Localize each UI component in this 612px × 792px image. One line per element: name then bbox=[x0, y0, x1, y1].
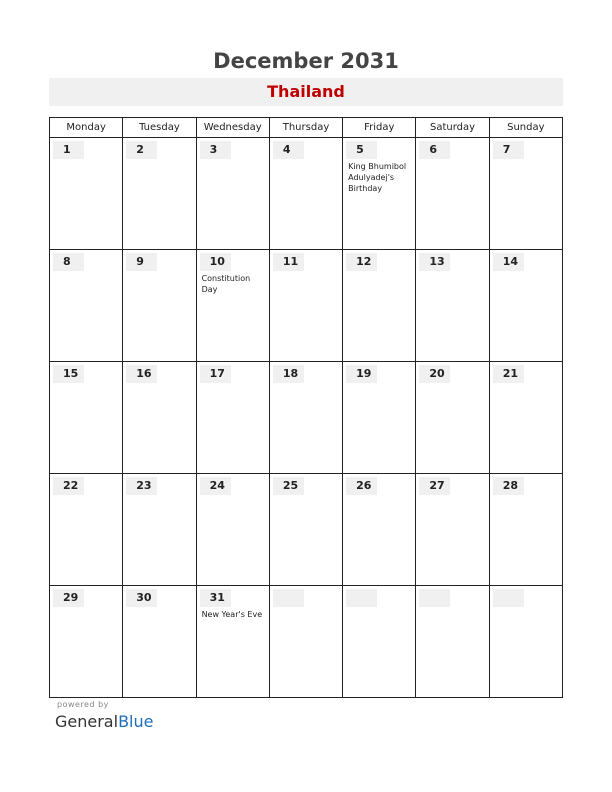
day-cell bbox=[416, 362, 489, 474]
day-cell bbox=[343, 250, 416, 362]
weekday-header: Friday bbox=[343, 118, 416, 138]
day-cell bbox=[416, 586, 489, 698]
week-row bbox=[50, 362, 563, 474]
weekday-header: Saturday bbox=[416, 118, 489, 138]
day-cell bbox=[416, 250, 489, 362]
day-number: 10 bbox=[200, 253, 231, 271]
day-number: 19 bbox=[346, 365, 377, 383]
day-number bbox=[419, 589, 450, 607]
day-number: 6 bbox=[419, 141, 450, 159]
day-cell bbox=[123, 586, 196, 698]
day-cell bbox=[489, 362, 562, 474]
day-cell bbox=[196, 250, 269, 362]
day-cell bbox=[196, 474, 269, 586]
day-number: 29 bbox=[53, 589, 84, 607]
day-number: 28 bbox=[493, 477, 524, 495]
day-cell bbox=[196, 586, 269, 698]
day-cell bbox=[343, 586, 416, 698]
week-row bbox=[50, 250, 563, 362]
day-number: 27 bbox=[419, 477, 450, 495]
day-number: 15 bbox=[53, 365, 84, 383]
day-cell bbox=[123, 138, 196, 250]
day-cell bbox=[269, 138, 342, 250]
generalblue-logo[interactable] bbox=[55, 711, 153, 733]
country-name: Thailand bbox=[267, 82, 345, 101]
day-cell bbox=[123, 250, 196, 362]
day-number: 8 bbox=[53, 253, 84, 271]
day-cell bbox=[416, 138, 489, 250]
day-cell bbox=[123, 474, 196, 586]
country-banner bbox=[49, 78, 563, 106]
weekday-header: Sunday bbox=[489, 118, 562, 138]
day-cell bbox=[196, 362, 269, 474]
calendar-grid bbox=[49, 117, 563, 698]
day-number: 22 bbox=[53, 477, 84, 495]
calendar-title: December 2031 bbox=[213, 49, 399, 73]
day-number: 23 bbox=[126, 477, 157, 495]
week-row bbox=[50, 474, 563, 586]
day-cell bbox=[123, 362, 196, 474]
powered-by-label: powered by bbox=[57, 700, 109, 709]
day-number: 5 bbox=[346, 141, 377, 159]
day-cell bbox=[489, 474, 562, 586]
day-number: 4 bbox=[273, 141, 304, 159]
day-number: 9 bbox=[126, 253, 157, 271]
holiday-label: Constitution Day bbox=[201, 274, 251, 294]
day-number: 11 bbox=[273, 253, 304, 271]
day-cell bbox=[196, 138, 269, 250]
day-cell bbox=[50, 474, 123, 586]
day-number: 20 bbox=[419, 365, 450, 383]
day-number bbox=[273, 589, 304, 607]
day-cell bbox=[50, 250, 123, 362]
day-cell bbox=[50, 362, 123, 474]
day-cell bbox=[343, 474, 416, 586]
weekday-header: Tuesday bbox=[123, 118, 196, 138]
day-cell bbox=[343, 138, 416, 250]
day-number: 26 bbox=[346, 477, 377, 495]
day-cell bbox=[269, 474, 342, 586]
day-number: 17 bbox=[200, 365, 231, 383]
day-number: 24 bbox=[200, 477, 231, 495]
day-cell bbox=[489, 586, 562, 698]
day-number: 30 bbox=[126, 589, 157, 607]
day-number: 31 bbox=[200, 589, 231, 607]
weekday-header: Monday bbox=[50, 118, 123, 138]
day-cell bbox=[489, 138, 562, 250]
day-cell bbox=[50, 586, 123, 698]
day-number: 16 bbox=[126, 365, 157, 383]
day-cell bbox=[343, 362, 416, 474]
day-number bbox=[493, 589, 524, 607]
day-number: 3 bbox=[200, 141, 231, 159]
day-number: 1 bbox=[53, 141, 84, 159]
day-cell bbox=[269, 250, 342, 362]
holiday-label: King Bhumibol Adulyadej's Birthday bbox=[348, 162, 407, 193]
day-cell bbox=[269, 586, 342, 698]
day-cell bbox=[489, 250, 562, 362]
day-number: 12 bbox=[346, 253, 377, 271]
day-cell bbox=[416, 474, 489, 586]
day-number: 14 bbox=[493, 253, 524, 271]
weekday-header-row bbox=[50, 118, 563, 138]
day-cell bbox=[269, 362, 342, 474]
day-cell bbox=[50, 138, 123, 250]
week-row bbox=[50, 586, 563, 698]
day-number: 25 bbox=[273, 477, 304, 495]
day-number: 18 bbox=[273, 365, 304, 383]
day-number: 21 bbox=[493, 365, 524, 383]
day-number: 7 bbox=[493, 141, 524, 159]
logo-text-blue: Blue bbox=[118, 712, 154, 731]
logo-text-general: General bbox=[55, 712, 119, 731]
weekday-header: Thursday bbox=[269, 118, 342, 138]
day-number: 13 bbox=[419, 253, 450, 271]
day-number: 2 bbox=[126, 141, 157, 159]
holiday-label: New Year's Eve bbox=[201, 610, 263, 619]
week-row bbox=[50, 138, 563, 250]
day-number bbox=[346, 589, 377, 607]
weekday-header: Wednesday bbox=[196, 118, 269, 138]
